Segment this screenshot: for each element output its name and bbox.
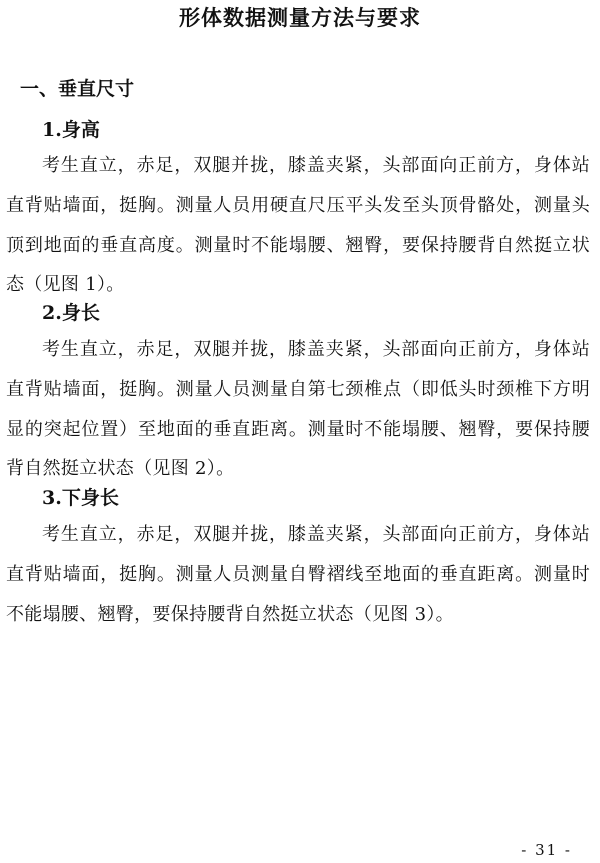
section-heading: 一、垂直尺寸 xyxy=(20,78,135,100)
item-heading-lower-body-length: 3.下身长 xyxy=(42,487,119,509)
page-number: - 31 - xyxy=(521,841,572,859)
page-title: 形体数据测量方法与要求 xyxy=(179,5,421,30)
item-heading-height: 1.身高 xyxy=(42,119,100,141)
paragraph-body-length: 考生直立，赤足，双腿并拢，膝盖夹紧，头部面向正前方，身体站直背贴墙面，挺胸。测量人员测量自第七颈椎点（即低头时颈椎下方明显的突起位置）至地面的垂直距离。测量时不能塌腰、翘臀，要保持腰背自然挺立状态（见图 2）。 xyxy=(6,339,590,480)
paragraph-height: 考生直立，赤足，双腿并拢，膝盖夹紧，头部面向正前方，身体站直背贴墙面，挺胸。测量人员用硬直尺压平头发至头顶骨骼处，测量头顶到地面的垂直高度。测量时不能塌腰、翘臀，要保持腰背自然挺立状态（见图 1）。 xyxy=(6,155,590,296)
item-heading-body-length: 2.身长 xyxy=(42,302,100,324)
paragraph-lower-body-length: 考生直立，赤足，双腿并拢，膝盖夹紧，头部面向正前方，身体站直背贴墙面，挺胸。测量人员测量自臀褶线至地面的垂直距离。测量时不能塌腰、翘臀，要保持腰背自然挺立状态（见图 3）。 xyxy=(6,524,590,625)
